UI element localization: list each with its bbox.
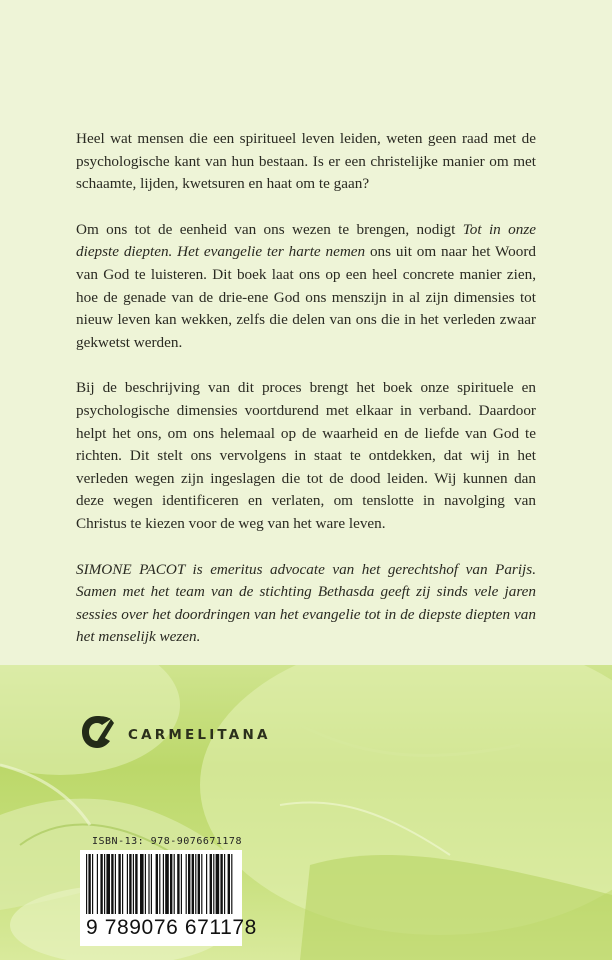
barcode bbox=[80, 850, 257, 946]
barcode-bar bbox=[159, 854, 160, 914]
publisher-name: CARMELITANA bbox=[128, 727, 271, 743]
barcode-bar bbox=[206, 854, 207, 914]
barcode-bar bbox=[213, 854, 214, 914]
barcode-bar bbox=[170, 854, 172, 914]
book-title-italic: Tot in onze diepste diepten. Het evangelie ter harte nemen bbox=[76, 220, 536, 261]
barcode-bar bbox=[92, 854, 93, 914]
barcode-bar bbox=[135, 854, 137, 914]
barcode-bar bbox=[104, 854, 105, 914]
blurb-paragraph-1: Heel wat mensen die een spiritueel leven leiden, weten geen raad met de psychologische kant van hun bestaan. Is er een christelijke manier om met schaamte, lijden, kwetsuren en haat om te gaan? bbox=[76, 130, 536, 193]
blurb-text bbox=[76, 128, 536, 672]
isbn-label: ISBN-13: 978-9076671178 bbox=[92, 836, 242, 847]
barcode-bar bbox=[156, 854, 158, 914]
author-bio: SIMONE PACOT is emeritus advocate van het gerechtshof van Parijs. Samen met het team van de stichting Bethasda geeft zij sinds vele jaren sessies over het doordringen van het evangelie tot in de diepste diepten van het menselijk wezen. bbox=[76, 560, 536, 646]
barcode-bar bbox=[224, 854, 225, 914]
carmelitana-logo-icon bbox=[80, 713, 114, 751]
barcode-bar bbox=[106, 854, 110, 914]
barcode-bar bbox=[195, 854, 196, 914]
barcode-bar bbox=[220, 854, 222, 914]
barcode-bar bbox=[165, 854, 169, 914]
barcode-bar bbox=[151, 854, 152, 914]
barcode-bar bbox=[133, 854, 134, 914]
barcode-bar bbox=[122, 854, 123, 914]
publisher-block bbox=[80, 712, 271, 752]
barcode-bar bbox=[145, 854, 146, 914]
barcode-bar bbox=[186, 854, 187, 914]
blurb-paragraph-2-start: Om ons tot de eenheid van ons wezen te brengen, nodigt bbox=[76, 220, 463, 238]
barcode-bar bbox=[148, 854, 149, 914]
barcode-bar bbox=[174, 854, 175, 914]
barcode-bar bbox=[210, 854, 212, 914]
barcode-bar bbox=[127, 854, 128, 914]
barcode-bar bbox=[163, 854, 164, 914]
barcode-bar bbox=[177, 854, 179, 914]
barcode-bar bbox=[216, 854, 220, 914]
barcode-bar bbox=[140, 854, 144, 914]
barcode-bar bbox=[118, 854, 120, 914]
barcode-bar bbox=[181, 854, 182, 914]
barcode-bar bbox=[111, 854, 113, 914]
barcode-bar bbox=[115, 854, 116, 914]
blurb-paragraph-2-end: ons uit om naar het Woord van God te luisteren. Dit boek laat ons op een heel concrete manier zien, hoe de genade van de drie-ene God ons menszijn in al zijn dimensies tot nieuw leven kan wekken, zelfs die delen van ons die in het verleden zwaar gekwetst werden. bbox=[76, 243, 536, 351]
barcode-bar bbox=[188, 854, 190, 914]
barcode-bar bbox=[100, 854, 102, 914]
barcode-bar bbox=[192, 854, 194, 914]
blurb-paragraph-2 bbox=[76, 219, 536, 355]
barcode-bar bbox=[231, 854, 232, 914]
barcode-bar bbox=[86, 854, 87, 914]
barcode-bar bbox=[228, 854, 230, 914]
barcode-bar bbox=[129, 854, 131, 914]
barcode-bar bbox=[88, 854, 90, 914]
barcode-bar bbox=[201, 854, 202, 914]
barcode-bar bbox=[198, 854, 200, 914]
barcode-digits: 9 789076 671178 bbox=[86, 916, 257, 939]
blurb-paragraph-3: Bij de beschrijving van dit proces brengt het boek onze spirituele en psychologische dimensies voortdurend met elkaar in verband. Daardoor helpt het ons, om ons helemaal op de waarheid en de liefde van God te richten. Dit stelt ons vervolgens in staat te ontdekken, dat wij in het verleden wegen zijn ingeslagen die tot de dood leiden. Wij kunnen dan deze wegen identificeren en verlaten, om tenslotte in navolging van Christus te kiezen voor de weg van het ware leven. bbox=[76, 379, 536, 532]
barcode-bar bbox=[97, 854, 98, 914]
